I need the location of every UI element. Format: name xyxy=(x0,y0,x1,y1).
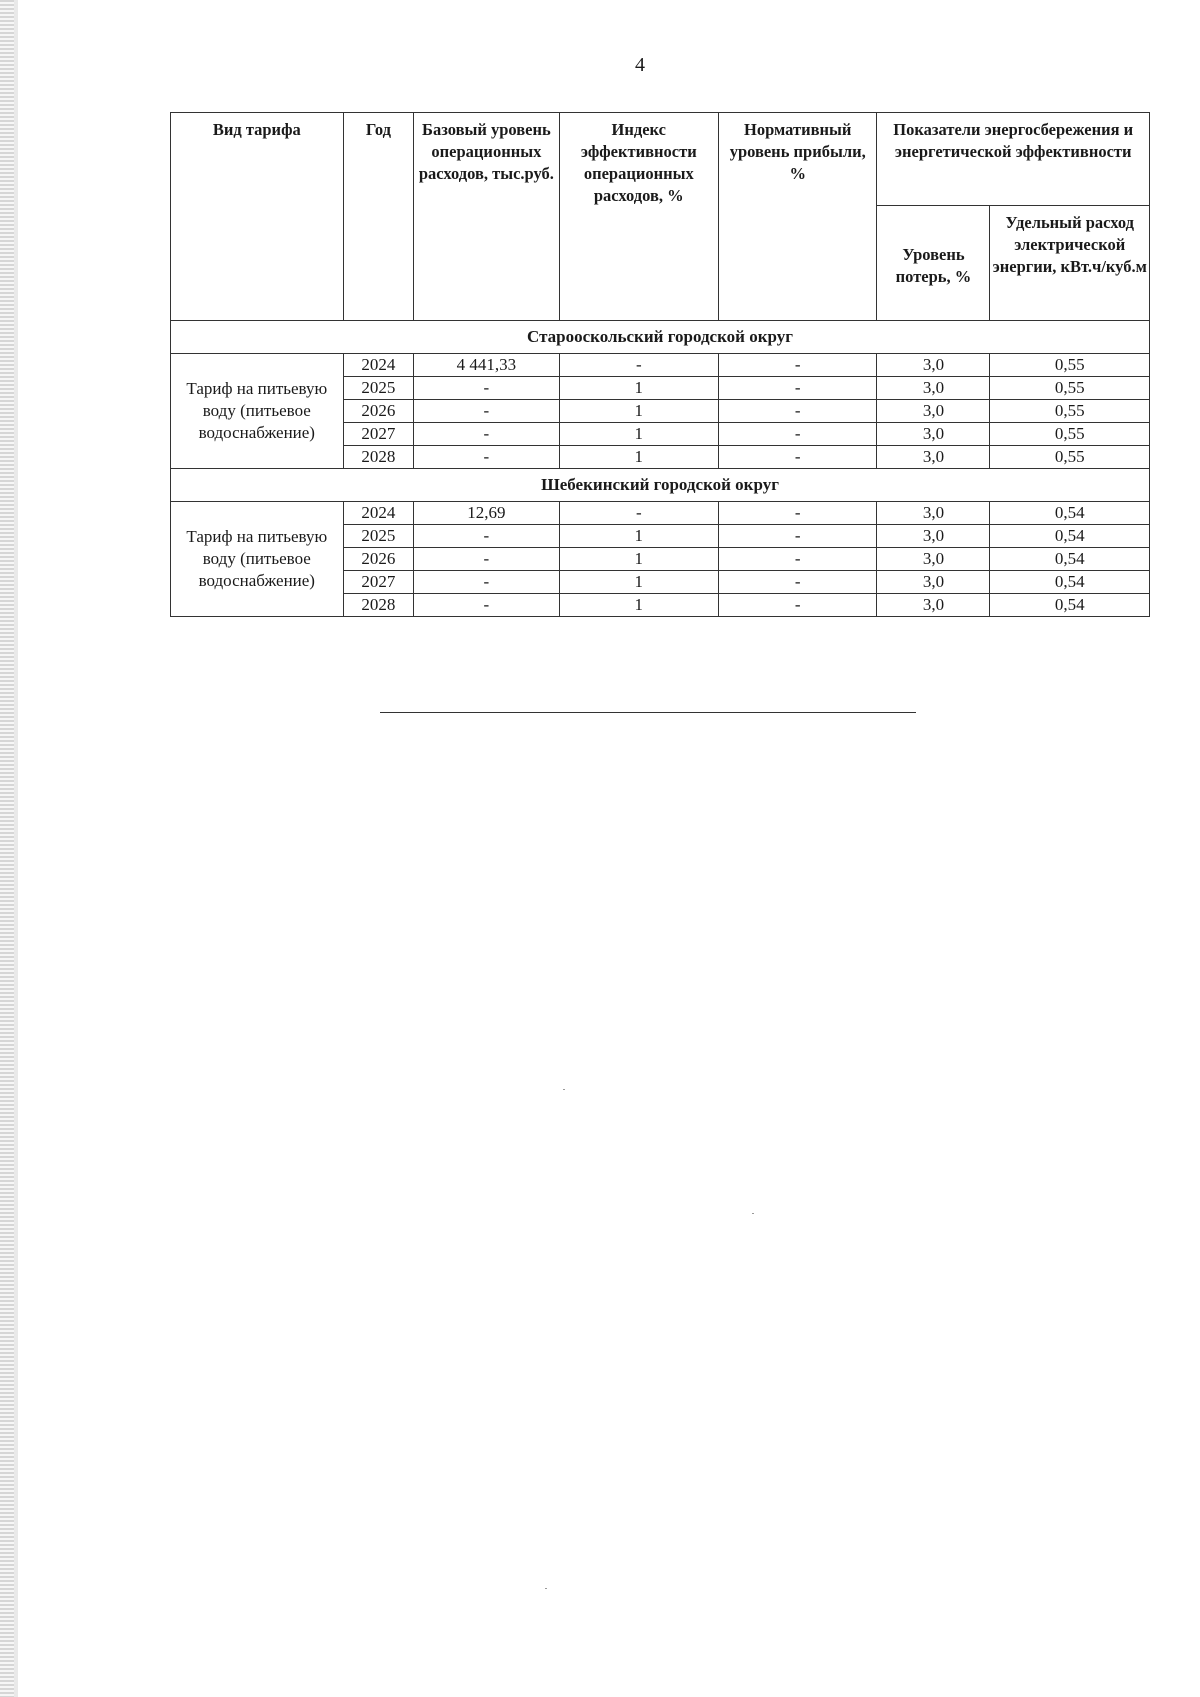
cell-loss-level: 3,0 xyxy=(877,400,990,423)
scan-edge-artifact xyxy=(0,0,14,1697)
cell-efficiency-index: 1 xyxy=(559,423,718,446)
cell-loss-level: 3,0 xyxy=(877,548,990,571)
cell-profit-level: - xyxy=(719,377,877,400)
section-title: Старооскольский городской округ xyxy=(171,321,1150,354)
cell-base-opex: 4 441,33 xyxy=(414,354,559,377)
cell-specific-consumption: 0,55 xyxy=(990,354,1150,377)
cell-year: 2024 xyxy=(343,354,414,377)
cell-year: 2028 xyxy=(343,446,414,469)
header-loss-level: Уровень потерь, % xyxy=(877,206,990,321)
cell-base-opex: - xyxy=(414,548,559,571)
tariff-table xyxy=(170,112,1150,617)
header-year: Год xyxy=(343,113,414,321)
header-base-opex: Базовый уровень операционных расходов, тыс.руб. xyxy=(414,113,559,321)
cell-efficiency-index: 1 xyxy=(559,594,718,617)
header-energy-group: Показатели энергосбережения и энергетической эффективности xyxy=(877,113,1150,206)
cell-specific-consumption: 0,55 xyxy=(990,400,1150,423)
scan-edge-shadow xyxy=(14,0,18,1697)
cell-profit-level: - xyxy=(719,423,877,446)
header-tariff-type: Вид тарифа xyxy=(171,113,344,321)
cell-efficiency-index: - xyxy=(559,502,718,525)
scan-speck xyxy=(752,1213,754,1214)
cell-loss-level: 3,0 xyxy=(877,571,990,594)
cell-profit-level: - xyxy=(719,354,877,377)
cell-year: 2027 xyxy=(343,571,414,594)
section-title: Шебекинский городской округ xyxy=(171,469,1150,502)
cell-base-opex: - xyxy=(414,446,559,469)
cell-profit-level: - xyxy=(719,594,877,617)
header-specific-consumption: Удельный расход электрической энергии, кВт.ч/куб.м xyxy=(990,206,1150,321)
cell-year: 2024 xyxy=(343,502,414,525)
cell-specific-consumption: 0,54 xyxy=(990,525,1150,548)
section-row xyxy=(171,469,1150,502)
page-number: 4 xyxy=(635,54,645,76)
cell-profit-level: - xyxy=(719,548,877,571)
cell-loss-level: 3,0 xyxy=(877,525,990,548)
cell-profit-level: - xyxy=(719,525,877,548)
cell-profit-level: - xyxy=(719,446,877,469)
cell-year: 2027 xyxy=(343,423,414,446)
cell-loss-level: 3,0 xyxy=(877,354,990,377)
cell-year: 2026 xyxy=(343,548,414,571)
header-profit-level: Нормативный уровень прибыли, % xyxy=(719,113,877,321)
cell-loss-level: 3,0 xyxy=(877,594,990,617)
cell-base-opex: - xyxy=(414,423,559,446)
cell-efficiency-index: - xyxy=(559,354,718,377)
tariff-type-cell: Тариф на питьевую воду (питьевое водоснабжение) xyxy=(171,502,344,617)
cell-loss-level: 3,0 xyxy=(877,502,990,525)
cell-base-opex: - xyxy=(414,400,559,423)
header-efficiency-index: Индекс эффективности операционных расходов, % xyxy=(559,113,718,321)
cell-efficiency-index: 1 xyxy=(559,548,718,571)
cell-profit-level: - xyxy=(719,400,877,423)
cell-specific-consumption: 0,54 xyxy=(990,548,1150,571)
cell-specific-consumption: 0,54 xyxy=(990,502,1150,525)
cell-efficiency-index: 1 xyxy=(559,571,718,594)
closing-rule xyxy=(380,712,916,713)
cell-efficiency-index: 1 xyxy=(559,446,718,469)
cell-specific-consumption: 0,55 xyxy=(990,377,1150,400)
cell-base-opex: 12,69 xyxy=(414,502,559,525)
table-row xyxy=(171,354,1150,377)
cell-specific-consumption: 0,54 xyxy=(990,571,1150,594)
cell-specific-consumption: 0,55 xyxy=(990,423,1150,446)
cell-loss-level: 3,0 xyxy=(877,423,990,446)
cell-profit-level: - xyxy=(719,571,877,594)
cell-efficiency-index: 1 xyxy=(559,525,718,548)
cell-year: 2025 xyxy=(343,525,414,548)
cell-base-opex: - xyxy=(414,525,559,548)
table-row xyxy=(171,502,1150,525)
cell-specific-consumption: 0,55 xyxy=(990,446,1150,469)
header-row xyxy=(171,113,1150,206)
cell-base-opex: - xyxy=(414,571,559,594)
section-row xyxy=(171,321,1150,354)
cell-efficiency-index: 1 xyxy=(559,377,718,400)
cell-base-opex: - xyxy=(414,594,559,617)
table-body xyxy=(171,321,1150,617)
cell-loss-level: 3,0 xyxy=(877,377,990,400)
scan-speck xyxy=(563,1089,565,1090)
cell-year: 2026 xyxy=(343,400,414,423)
cell-base-opex: - xyxy=(414,377,559,400)
cell-year: 2028 xyxy=(343,594,414,617)
cell-efficiency-index: 1 xyxy=(559,400,718,423)
cell-specific-consumption: 0,54 xyxy=(990,594,1150,617)
scan-speck xyxy=(545,1588,547,1589)
tariff-type-cell: Тариф на питьевую воду (питьевое водоснабжение) xyxy=(171,354,344,469)
cell-loss-level: 3,0 xyxy=(877,446,990,469)
cell-year: 2025 xyxy=(343,377,414,400)
cell-profit-level: - xyxy=(719,502,877,525)
